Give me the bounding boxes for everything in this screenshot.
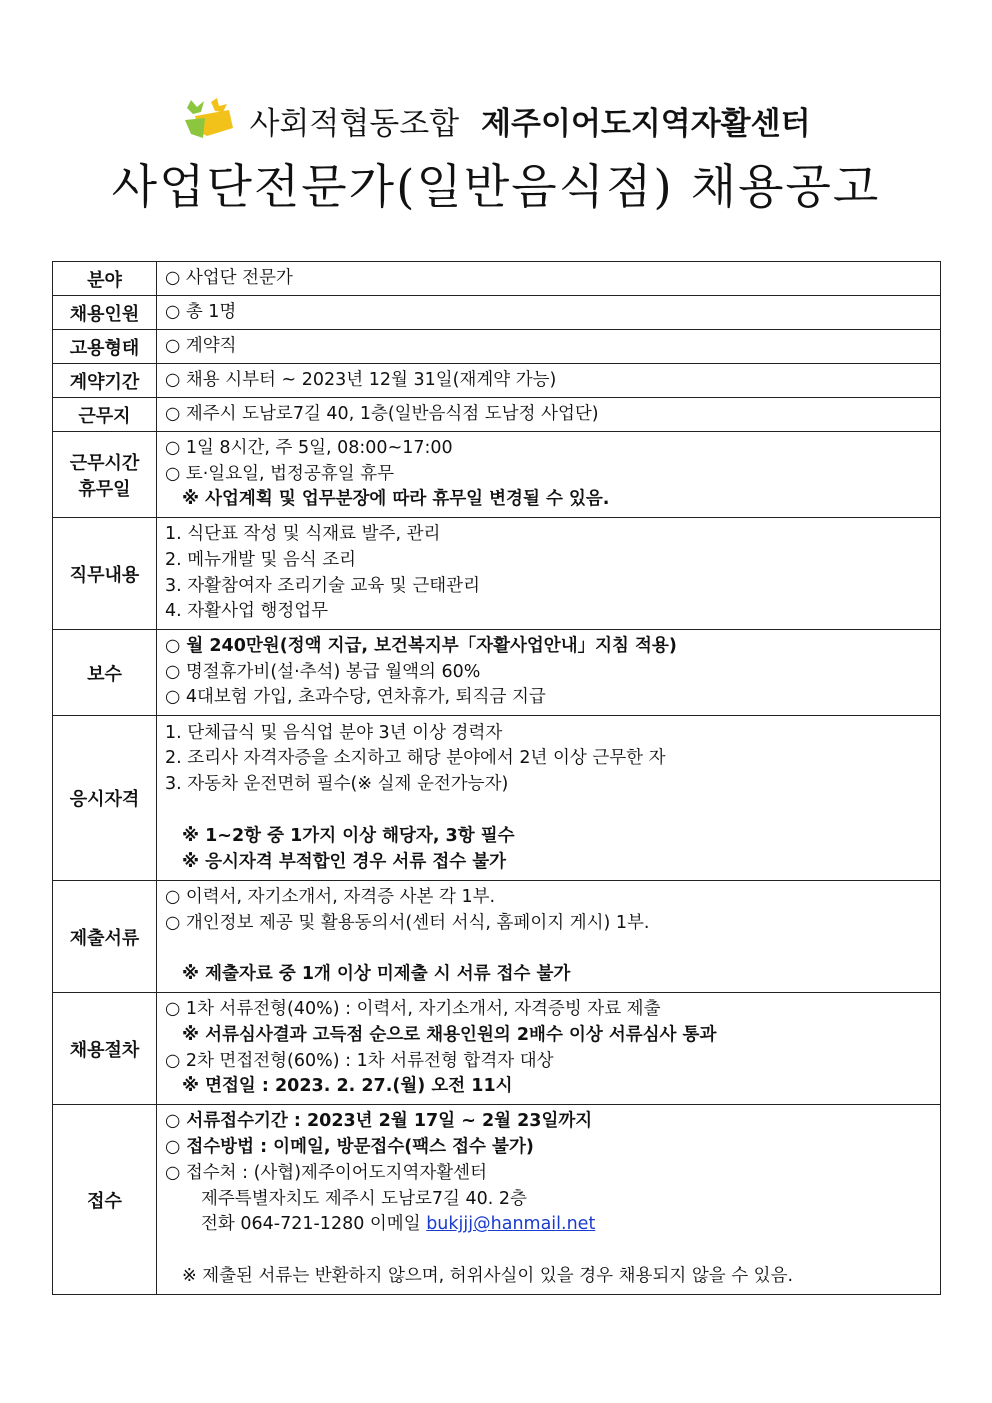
document-note: ※ 제출자료 중 1개 이상 미제출 시 서류 접수 불가 — [182, 964, 571, 985]
document-item: ○ 개인정보 제공 및 활용동의서(센터 서식, 홈페이지 게시) 1부. — [165, 912, 650, 933]
table-row-duties — [53, 518, 941, 630]
duty-item: 4. 자활사업 행정업무 — [165, 601, 329, 622]
application-period: ○ 서류접수기간 : 2023년 2월 17일 ~ 2월 23일까지 — [165, 1111, 593, 1132]
table-row-documents — [53, 881, 941, 993]
hours-note: ※ 사업계획 및 업무분장에 따라 휴무일 변경될 수 있음. — [182, 489, 610, 510]
org-type: 사회적협동조합 — [249, 105, 460, 142]
table-row-contract-period — [53, 364, 941, 398]
page-title: 사업단전문가(일반음식점) 채용공고 — [111, 160, 881, 215]
label-contract-period: 계약기간 — [53, 364, 157, 398]
interview-date: ※ 면접일 : 2023. 2. 27.(월) 오전 11시 — [182, 1076, 513, 1097]
table-row-hours — [53, 432, 941, 518]
procedure-note: ※ 서류심사결과 고득점 순으로 채용인원의 2배수 이상 서류심사 통과 — [182, 1024, 717, 1045]
content-duties — [157, 518, 941, 630]
label-hours-line2: 휴무일 — [78, 478, 131, 500]
phone-text: 전화 064-721-1280 이메일 — [201, 1214, 421, 1235]
label-pay: 보수 — [53, 630, 157, 716]
qualification-item: 2. 조리사 자격자증을 소지하고 해당 분야에서 2년 이상 근무한 자 — [165, 748, 666, 769]
content-field — [157, 262, 941, 296]
employment-type-value: ○ 계약직 — [165, 335, 237, 356]
spacer — [165, 936, 936, 962]
duty-item: 1. 식단표 작성 및 식재료 발주, 관리 — [165, 524, 441, 545]
org-header — [0, 90, 992, 150]
label-duties: 직무내용 — [53, 518, 157, 630]
label-hours-line1: 근무시간 — [69, 452, 140, 474]
duty-item: 2. 메뉴개발 및 음식 조리 — [165, 549, 357, 570]
table-row-procedure — [53, 993, 941, 1105]
org-name: 제주이어도지역자활센터 — [481, 105, 811, 142]
table-row-application — [53, 1105, 941, 1295]
table-row-pay — [53, 630, 941, 716]
table-row-qualifications — [53, 716, 941, 881]
hours-line: ○ 1일 8시간, 주 5일, 08:00~17:00 — [165, 437, 453, 458]
label-workplace: 근무지 — [53, 398, 157, 432]
table-row-employment-type — [53, 330, 941, 364]
email-link[interactable]: bukjjj@hanmail.net — [426, 1214, 596, 1235]
qualification-item: 1. 단체급식 및 음식업 분야 3년 이상 경력자 — [165, 722, 503, 743]
procedure-line: ○ 1차 서류전형(40%) : 이력서, 자기소개서, 자격증빙 자료 제출 — [165, 999, 661, 1020]
table-row-headcount — [53, 296, 941, 330]
qualification-item: 3. 자동차 운전면허 필수(※ 실제 운전가능자) — [165, 774, 509, 795]
content-procedure — [157, 993, 941, 1105]
qualification-note: ※ 응시자격 부적합인 경우 서류 접수 불가 — [182, 851, 507, 872]
content-qualifications — [157, 716, 941, 881]
duty-item: 3. 자활참여자 조리기술 교육 및 근태관리 — [165, 575, 480, 596]
contract-period-value: ○ 채용 시부터 ~ 2023년 12월 31일(재계약 가능) — [165, 369, 557, 390]
content-documents — [157, 881, 941, 993]
spacer — [165, 1238, 936, 1264]
label-procedure: 채용절차 — [53, 993, 157, 1105]
label-application: 접수 — [53, 1105, 157, 1295]
workplace-value: ○ 제주시 도남로7길 40, 1층(일반음식점 도남정 사업단) — [165, 403, 599, 424]
label-field: 분야 — [53, 262, 157, 296]
table-row-workplace — [53, 398, 941, 432]
application-method: ○ 접수방법 : 이메일, 방문접수(팩스 접수 불가) — [165, 1137, 534, 1158]
spacer — [165, 798, 936, 824]
application-office: ○ 접수처 : (사협)제주이어도지역자활센터 — [165, 1162, 487, 1183]
cooperative-logo-icon — [181, 98, 237, 142]
content-contract-period — [157, 364, 941, 398]
job-notice-table — [52, 261, 941, 1295]
content-application — [157, 1105, 941, 1295]
content-headcount — [157, 296, 941, 330]
hours-line: ○ 토·일요일, 법정공휴일 휴무 — [165, 463, 395, 484]
label-employment-type: 고용형태 — [53, 330, 157, 364]
headcount-value: ○ 총 1명 — [165, 301, 237, 322]
pay-line: ○ 월 240만원(정액 지급, 보건복지부「자활사업안내」지침 적용) — [165, 635, 677, 656]
pay-line: ○ 명절휴가비(설·추석) 봉급 월액의 60% — [165, 661, 481, 682]
document-item: ○ 이력서, 자기소개서, 자격증 사본 각 1부. — [165, 886, 496, 907]
label-qualifications: 응시자격 — [53, 716, 157, 881]
content-employment-type — [157, 330, 941, 364]
application-note: ※ 제출된 서류는 반환하지 않으며, 허위사실이 있을 경우 채용되지 않을 수 있음. — [182, 1265, 794, 1286]
content-workplace — [157, 398, 941, 432]
field-value: ○ 사업단 전문가 — [165, 267, 293, 288]
table-row-field — [53, 262, 941, 296]
content-pay — [157, 630, 941, 716]
application-address: 제주특별자치도 제주시 도남로7길 40. 2층 — [201, 1188, 527, 1209]
content-hours — [157, 432, 941, 518]
label-hours — [53, 432, 157, 518]
qualification-note: ※ 1~2항 중 1가지 이상 해당자, 3항 필수 — [182, 825, 515, 846]
pay-line: ○ 4대보험 가입, 초과수당, 연차휴가, 퇴직금 지급 — [165, 687, 546, 708]
application-contact — [165, 1212, 936, 1238]
procedure-line: ○ 2차 면접전형(60%) : 1차 서류전형 합격자 대상 — [165, 1050, 554, 1071]
label-headcount: 채용인원 — [53, 296, 157, 330]
label-documents: 제출서류 — [53, 881, 157, 993]
